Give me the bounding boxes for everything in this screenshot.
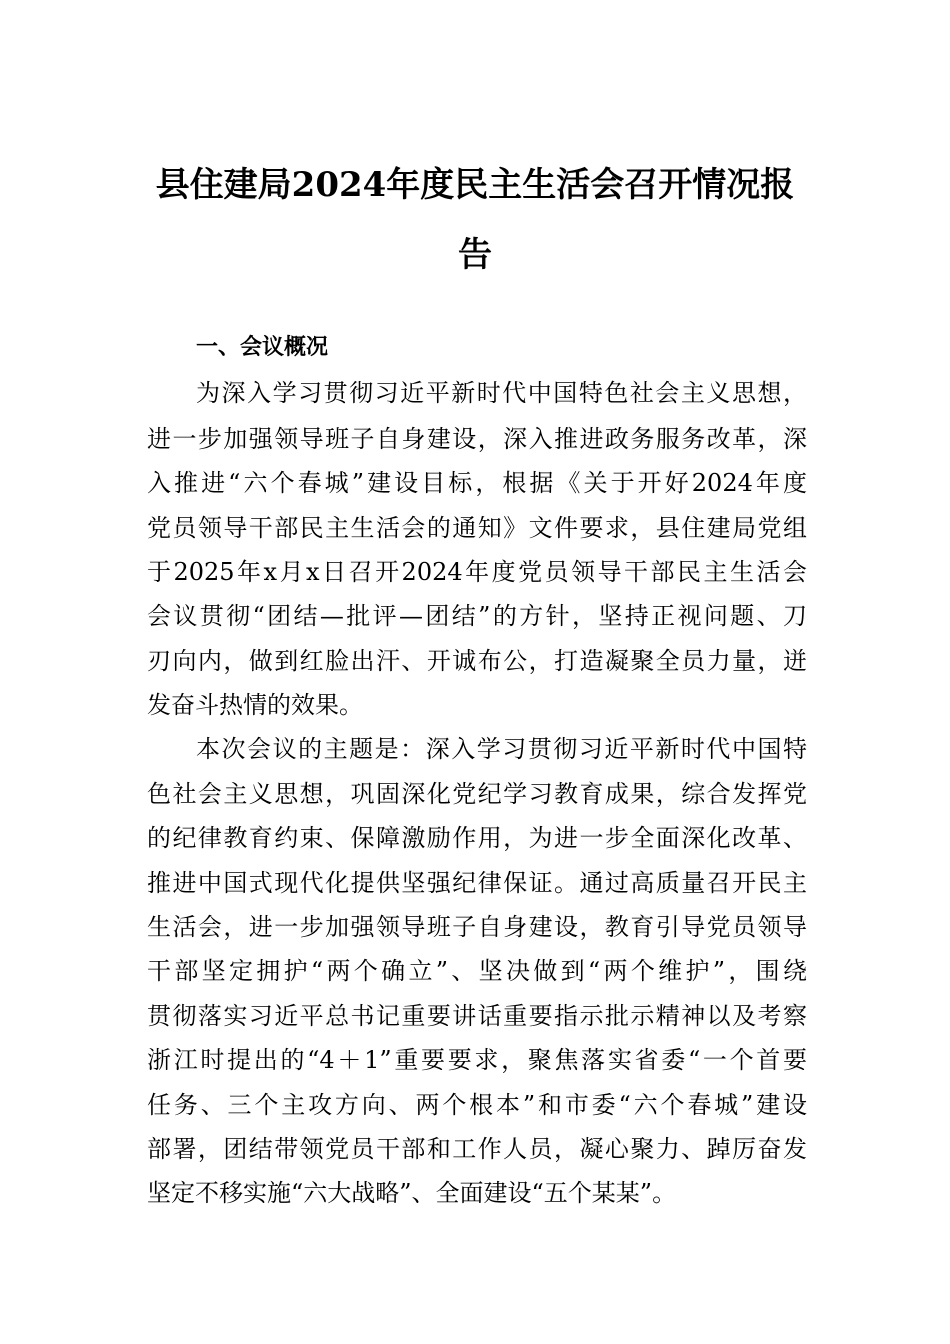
paragraph-1-line: 发奋斗热情的效果。 [147, 691, 363, 719]
paragraph-1-line: 党员领导干部民主生活会的通知》文件要求，县住建局党组 [147, 514, 807, 542]
paragraph-1-line: 刃向内，做到红脸出汗、开诚布公，打造凝聚全员力量，迸 [147, 647, 807, 675]
paragraph-2-line: 部署，团结带领党员干部和工作人员，凝心聚力、踔厉奋发 [147, 1135, 807, 1163]
paragraph-1-line: 于2025年x月x日召开2024年度党员领导干部民主生活会 [147, 558, 807, 586]
document-title-line-2: 告 [458, 235, 492, 275]
paragraph-2-line: 贯彻落实习近平总书记重要讲话重要指示批示精神以及考察 [147, 1002, 807, 1030]
paragraph-2-line: 坚定不移实施“六大战略”、全面建设“五个某某”。 [147, 1179, 677, 1207]
paragraph-2-line: 浙江时提出的“4＋1”重要要求，聚焦落实省委“一个首要 [147, 1046, 807, 1074]
paragraph-2-line: 任务、三个主攻方向、两个根本”和市委“六个春城”建设 [147, 1091, 807, 1119]
paragraph-2-line: 的纪律教育约束、保障激励作用，为进一步全面深化改革、 [147, 824, 807, 852]
paragraph-2-line: 色社会主义思想，巩固深化党纪学习教育成果，综合发挥党 [147, 780, 807, 808]
document-title-line-1: 县住建局2024年度民主生活会召开情况报 [155, 165, 795, 205]
paragraph-1-line: 会议贯彻“团结—批评—团结”的方针，坚持正视问题、刀 [147, 602, 807, 630]
paragraph-1-line: 入推进“六个春城”建设目标，根据《关于开好2024年度 [147, 469, 807, 497]
paragraph-1-line: 进一步加强领导班子自身建设，深入推进政务服务改革，深 [147, 425, 807, 453]
paragraph-1-line: 为深入学习贯彻习近平新时代中国特色社会主义思想， [196, 379, 807, 407]
paragraph-2-line: 本次会议的主题是：深入学习贯彻习近平新时代中国特 [196, 735, 807, 763]
paragraph-2-line: 干部坚定拥护“两个确立”、坚决做到“两个维护”，围绕 [147, 957, 807, 985]
section-heading-meeting-overview: 一、会议概况 [196, 335, 329, 360]
paragraph-2-line: 推进中国式现代化提供坚强纪律保证。通过高质量召开民主 [147, 869, 807, 897]
paragraph-2-line: 生活会，进一步加强领导班子自身建设，教育引导党员领导 [147, 913, 807, 941]
